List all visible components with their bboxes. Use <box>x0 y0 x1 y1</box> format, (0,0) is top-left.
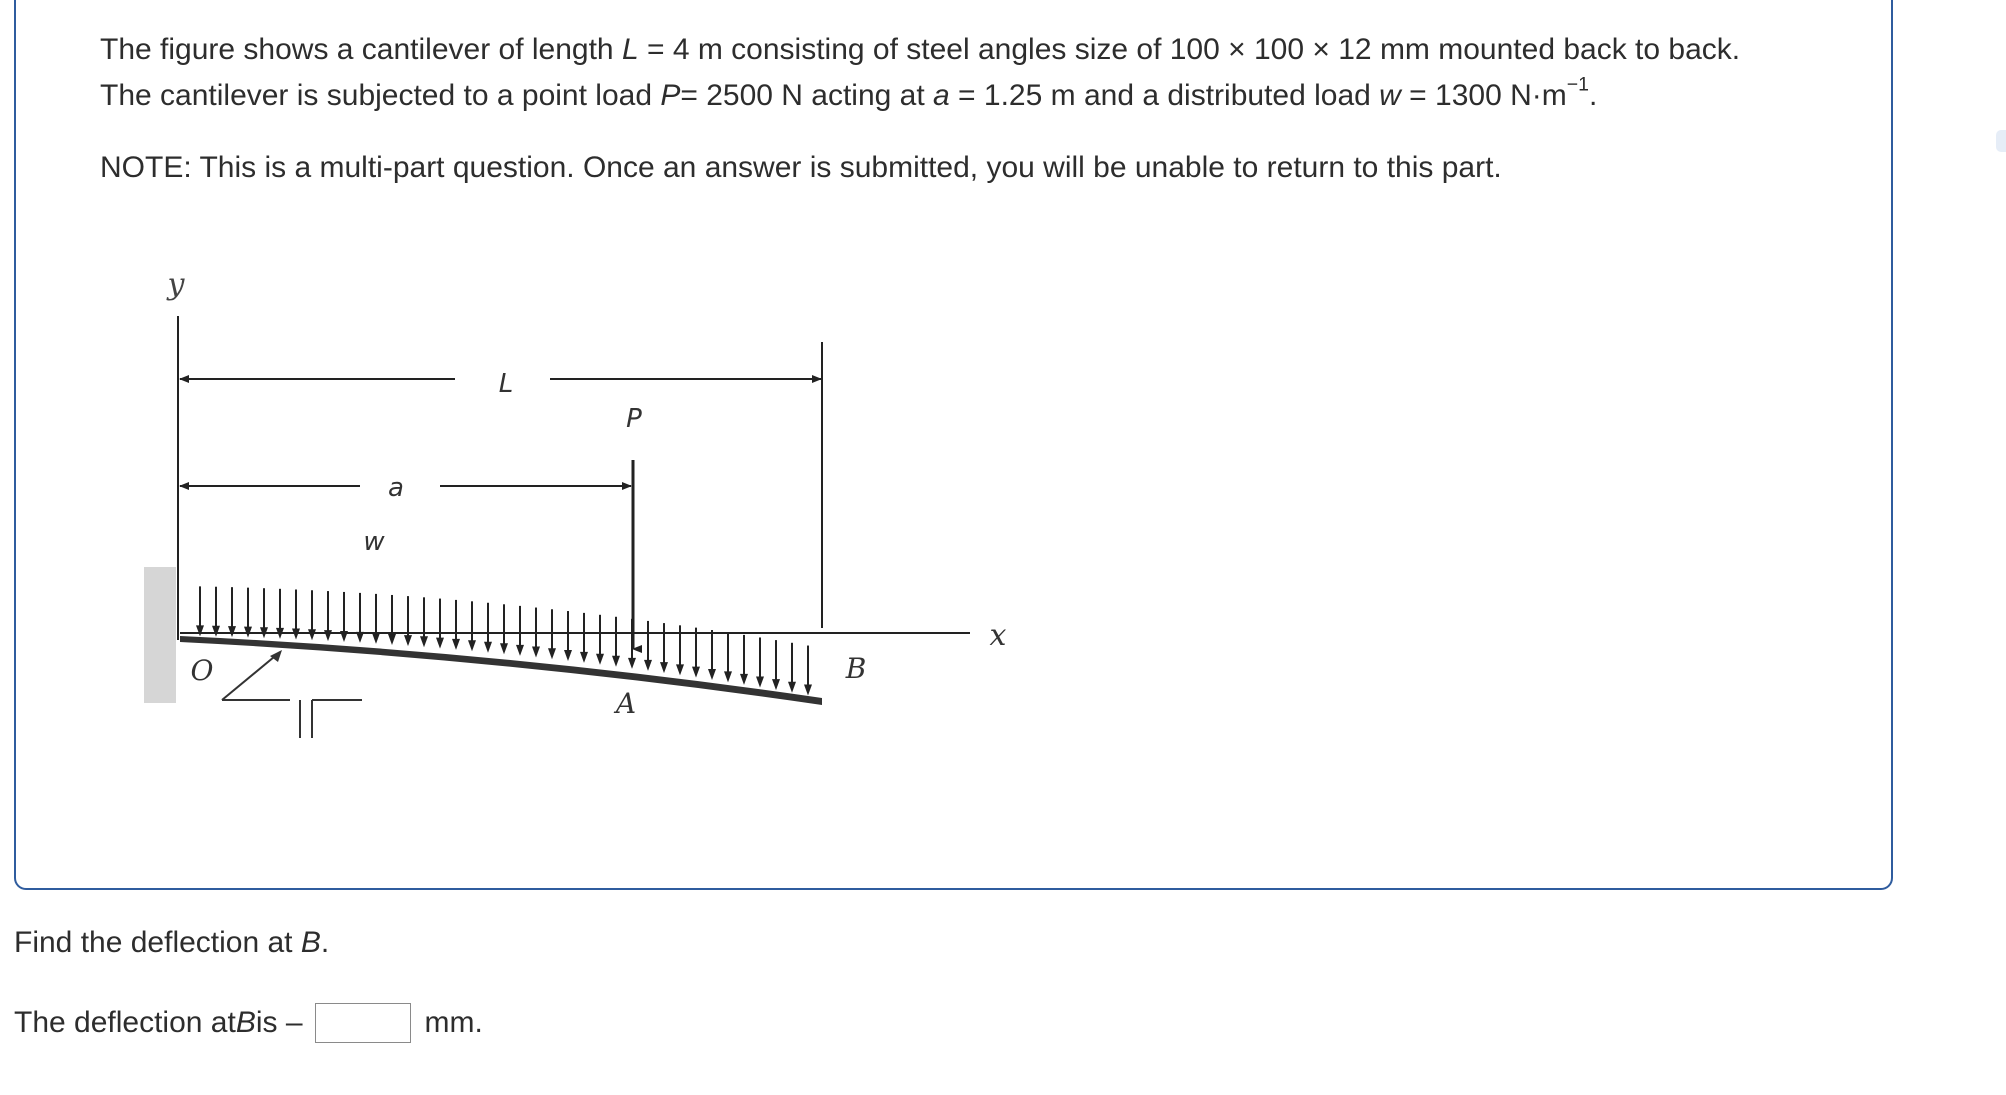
wall-support <box>144 567 176 703</box>
load-arrow-head <box>788 682 796 693</box>
var-B: B <box>235 1006 256 1039</box>
L-label: L <box>498 369 514 399</box>
load-arrow-head <box>324 630 332 641</box>
load-arrow-head <box>308 629 316 640</box>
var-w: w <box>1379 79 1401 112</box>
question-text-part: . <box>320 926 330 959</box>
deflection-answer-input[interactable] <box>315 1003 411 1043</box>
load-arrow-head <box>564 650 572 661</box>
note-text: NOTE: This is a multi-part question. Once an answer is submitted, you will be unable to return to this part. <box>100 151 1502 184</box>
load-arrow-head <box>452 639 460 650</box>
load-arrow-head <box>420 636 428 647</box>
load-arrow-head <box>404 635 412 646</box>
load-arrow-head <box>484 642 492 653</box>
statement-text: . <box>1589 79 1598 112</box>
statement-text: The cantilever is subjected to a point load <box>100 79 661 112</box>
load-arrow-head <box>724 671 732 682</box>
statement-text: = 4 m consisting of steel angles size of 100 × 100 × 12 mm mounted back to back. <box>638 33 1741 66</box>
w-label: w <box>363 527 385 557</box>
question-text <box>14 926 329 960</box>
var-B: B <box>300 926 321 959</box>
load-arrow-head <box>388 634 396 645</box>
load-arrow-head <box>436 638 444 649</box>
load-arrow-head <box>612 656 620 667</box>
var-L: L <box>621 33 639 66</box>
load-arrow-head <box>532 647 540 658</box>
side-tab[interactable] <box>1996 130 2006 152</box>
load-arrow-head <box>548 648 556 659</box>
load-arrow-head <box>580 652 588 663</box>
a-label: a <box>388 473 404 503</box>
answer-row <box>14 1003 483 1043</box>
answer-label: The deflection at <box>14 1006 236 1039</box>
statement-text: The figure shows a cantilever of length <box>100 33 622 66</box>
load-arrow-head <box>756 676 764 687</box>
load-arrow-head <box>212 626 220 637</box>
angle-icon-arrowhead <box>270 650 282 662</box>
y-axis-label: y <box>167 267 185 302</box>
x-axis-label: x <box>989 618 1007 653</box>
var-a: a <box>933 79 950 112</box>
load-arrow-head <box>804 685 812 696</box>
load-arrow-head <box>708 669 716 680</box>
statement-text: = 1300 N·m <box>1400 79 1567 112</box>
load-arrow-head <box>660 662 668 673</box>
load-arrow-head <box>692 667 700 678</box>
origin-O-label: O <box>190 654 214 687</box>
question-text-part: Find the deflection at <box>14 926 301 959</box>
load-arrow-head <box>516 645 524 656</box>
point-B-label: B <box>845 652 867 685</box>
load-arrow-head <box>340 631 348 642</box>
load-arrow-head <box>196 625 204 636</box>
load-arrow-head <box>772 679 780 690</box>
load-arrow-head <box>500 643 508 654</box>
distributed-load-arrows <box>196 586 812 695</box>
load-arrow-head <box>596 654 604 665</box>
angle-section-icon <box>222 652 362 738</box>
cantilever-figure <box>0 0 1100 800</box>
statement-text: = 1.25 m and a distributed load <box>949 79 1380 112</box>
load-arrow-head <box>468 640 476 651</box>
unit-label: mm. <box>424 1006 483 1039</box>
load-arrow-head <box>372 633 380 644</box>
answer-label: is – <box>255 1006 303 1039</box>
statement-text: = 2500 N acting at <box>680 79 934 112</box>
deflected-beam <box>180 636 822 705</box>
load-arrow-head <box>740 674 748 685</box>
load-arrow-head <box>356 632 364 643</box>
load-arrow-head <box>628 658 636 669</box>
load-arrow-head <box>676 664 684 675</box>
P-label: P <box>626 404 642 434</box>
load-arrow-head <box>644 660 652 671</box>
load-arrow-head <box>228 626 236 637</box>
unit-exponent: −1 <box>1566 73 1589 96</box>
var-P: P <box>660 79 681 112</box>
load-arrow-head <box>292 629 300 640</box>
point-A-label: A <box>615 687 637 720</box>
